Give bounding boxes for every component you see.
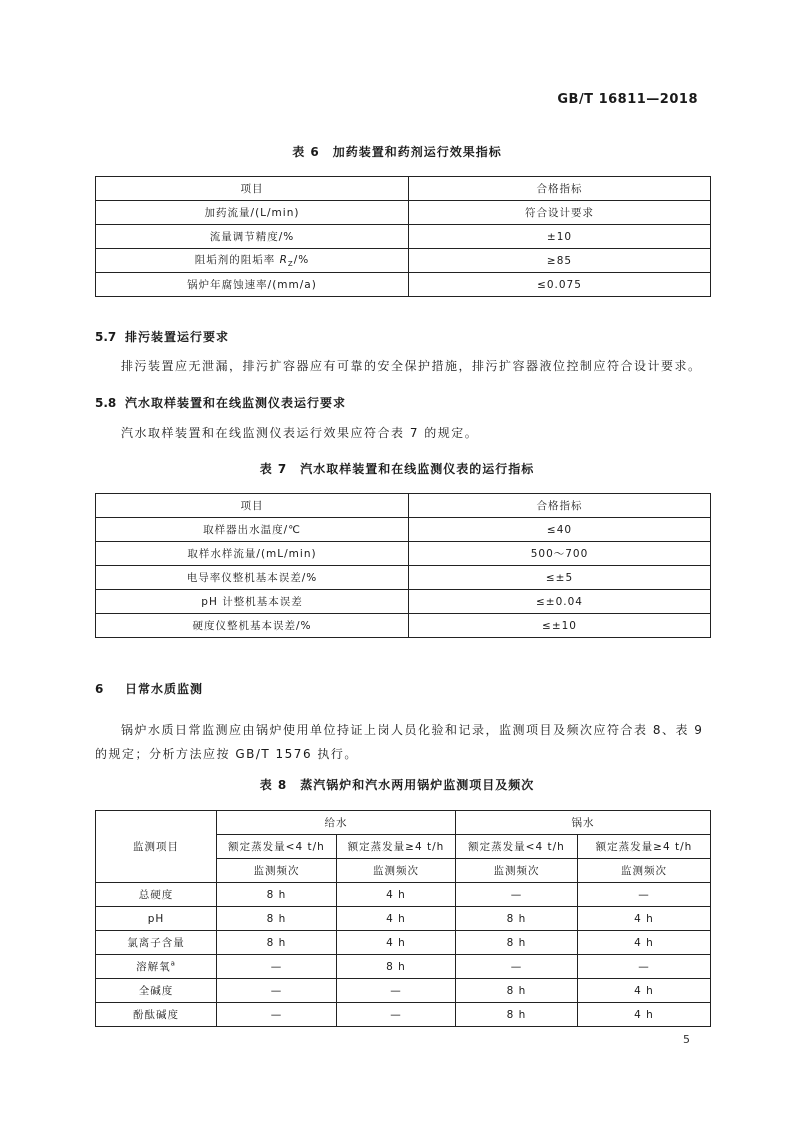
table-cell: 4 h [578, 907, 711, 931]
section-6-text: 锅炉水质日常监测应由锅炉使用单位持证上岗人员化验和记录，监测项目及频次应符合表 8、表 9 的规定；分析方法应按 GB/T 1576 执行。 [95, 723, 704, 761]
table-header-cell: 合格指标 [409, 177, 711, 201]
frequency-header: 监测频次 [578, 859, 711, 883]
table-cell: 流量调节精度/% [96, 225, 409, 249]
capacity-header: 额定蒸发量<4 t/h [217, 835, 337, 859]
table-row [96, 542, 711, 566]
frequency-header: 监测频次 [456, 859, 578, 883]
table-cell: — [578, 883, 711, 907]
table-cell: 8 h [456, 979, 578, 1003]
table-cell: 加药流量/(L/min) [96, 201, 409, 225]
section-5-7-heading [95, 328, 229, 345]
table-header-cell: 项目 [96, 177, 409, 201]
frequency-header: 监测频次 [217, 859, 337, 883]
item-cell [96, 955, 217, 979]
table-row [96, 518, 711, 542]
section-number: 5.8 [95, 396, 117, 410]
section-6-heading [95, 680, 203, 697]
table-cell: 8 h [217, 883, 337, 907]
section-number: 6 [95, 682, 104, 696]
capacity-header: 额定蒸发量≥4 t/h [578, 835, 711, 859]
table-row [96, 614, 711, 638]
table-cell: — [217, 955, 337, 979]
item-label: 溶解氧 [136, 961, 171, 973]
table-row [96, 931, 711, 955]
table-header-row [96, 811, 711, 835]
table-row [96, 955, 711, 979]
item-cell: pH [96, 907, 217, 931]
table-row [96, 273, 711, 297]
table-cell: 8 h [456, 1003, 578, 1027]
item-cell: 总硬度 [96, 883, 217, 907]
table-cell: 4 h [337, 883, 456, 907]
table-cell: 4 h [578, 1003, 711, 1027]
table6 [95, 176, 711, 297]
table-header-cell: 合格指标 [409, 494, 711, 518]
item-header: 监测项目 [96, 811, 217, 883]
capacity-header: 额定蒸发量<4 t/h [456, 835, 578, 859]
section-title: 汽水取样装置和在线监测仪表运行要求 [125, 396, 347, 410]
standard-code: GB/T 16811—2018 [557, 92, 698, 107]
table-row [96, 249, 711, 273]
table-row [96, 590, 711, 614]
table-row [96, 201, 711, 225]
table-cell: pH 计整机基本误差 [96, 590, 409, 614]
table-cell: 硬度仪整机基本误差/% [96, 614, 409, 638]
table-cell: ±10 [409, 225, 711, 249]
capacity-header: 额定蒸发量≥4 t/h [337, 835, 456, 859]
table-cell: — [217, 979, 337, 1003]
table-cell: 8 h [456, 931, 578, 955]
item-cell: 氯离子含量 [96, 931, 217, 955]
footnote-marker: a [170, 959, 176, 968]
feed-water-header: 给水 [217, 811, 456, 835]
table-cell: 取样水样流量/(mL/min) [96, 542, 409, 566]
section-5-8-text: 汽水取样装置和在线监测仪表运行效果应符合表 7 的规定。 [121, 426, 479, 440]
table-cell: — [456, 955, 578, 979]
table7 [95, 493, 711, 638]
section-title: 排污装置运行要求 [125, 330, 230, 344]
table-cell: 符合设计要求 [409, 201, 711, 225]
table-cell: 8 h [456, 907, 578, 931]
table8-title: 表 8 蒸汽锅炉和汽水两用锅炉监测项目及频次 [259, 778, 535, 792]
table-header-row [96, 494, 711, 518]
section-title: 日常水质监测 [125, 682, 204, 696]
table-cell: ≥85 [409, 249, 711, 273]
table-cell: ≤0.075 [409, 273, 711, 297]
table-cell: ≤±0.04 [409, 590, 711, 614]
table-row [96, 979, 711, 1003]
table-cell: 4 h [337, 931, 456, 955]
table-cell: 8 h [217, 931, 337, 955]
table-cell: 阻垢剂的阻垢率 $R_Z/\%$ [96, 249, 409, 273]
item-cell: 全碱度 [96, 979, 217, 1003]
boiler-water-header: 锅水 [456, 811, 711, 835]
item-cell: 酚酞碱度 [96, 1003, 217, 1027]
table-cell: — [578, 955, 711, 979]
table-cell: 8 h [217, 907, 337, 931]
table-row [96, 225, 711, 249]
table-row [96, 907, 711, 931]
table-cell: 取样器出水温度/℃ [96, 518, 409, 542]
table-cell: — [337, 1003, 456, 1027]
table-cell: ≤±10 [409, 614, 711, 638]
table6-title: 表 6 加药装置和药剂运行效果指标 [292, 145, 502, 159]
table-cell: ≤40 [409, 518, 711, 542]
frequency-header: 监测频次 [337, 859, 456, 883]
table-cell: 4 h [578, 979, 711, 1003]
page-number: 5 [683, 1033, 690, 1046]
table-cell: — [337, 979, 456, 1003]
table-header-row [96, 177, 711, 201]
table-header-cell: 项目 [96, 494, 409, 518]
table-cell: — [217, 1003, 337, 1027]
table-cell: ≤±5 [409, 566, 711, 590]
table-cell: 8 h [337, 955, 456, 979]
table-cell: 电导率仪整机基本误差/% [96, 566, 409, 590]
table-cell: 500～700 [409, 542, 711, 566]
table-cell: — [456, 883, 578, 907]
section-5-8-heading [95, 394, 346, 411]
table-cell: 4 h [578, 931, 711, 955]
table-row [96, 566, 711, 590]
table-row [96, 1003, 711, 1027]
table7-title: 表 7 汽水取样装置和在线监测仪表的运行指标 [259, 462, 535, 476]
table-cell: 锅炉年腐蚀速率/(mm/a) [96, 273, 409, 297]
section-number: 5.7 [95, 330, 117, 344]
table-row [96, 883, 711, 907]
table-cell: 4 h [337, 907, 456, 931]
table8 [95, 810, 711, 1027]
section-5-7-text: 排污装置应无泄漏，排污扩容器应有可靠的安全保护措施，排污扩容器液位控制应符合设计要求。 [121, 359, 702, 373]
